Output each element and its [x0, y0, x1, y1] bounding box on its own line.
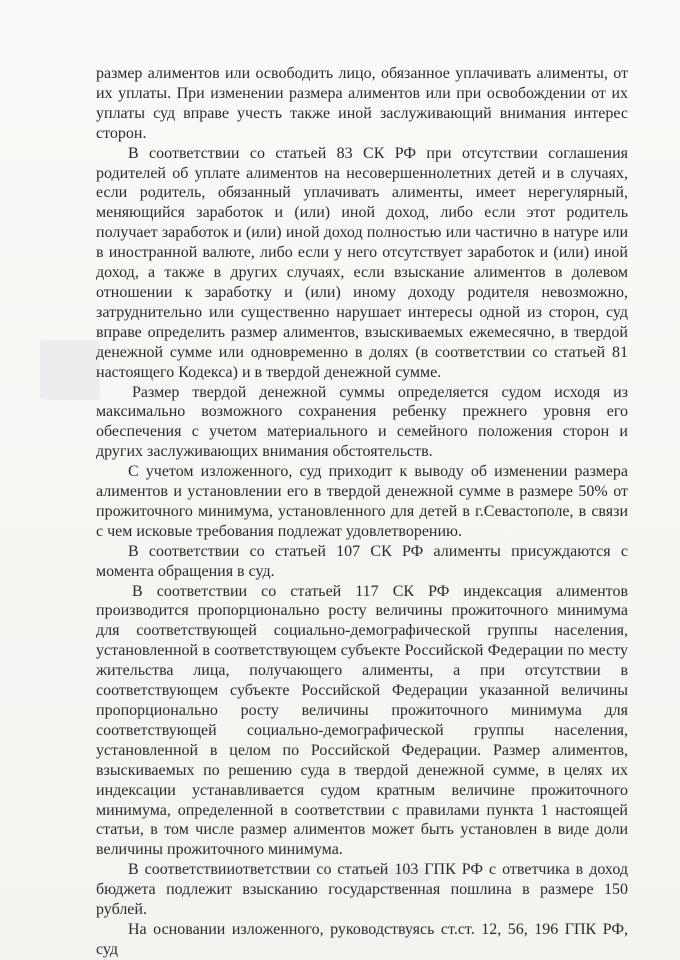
paragraph-article-117: В соответствии со статьей 117 СК РФ индексация алиментов производится пропорционально росту величины прожиточного минимума для соответствующей социально-демографической группы населения, установленной в соответствующем субъекте Российской Федерации по месту жительства лица, получающего алименты, а при отсутствии в соответствующем субъекте Российской Федерации указанной величины пропорционально росту величины прожиточного минимума для соответствующей социально-демографической группы населения, установленной в целом по Российской Федерации. Размер алиментов, взыскиваемых по решению суда в твердой денежной сумме, в целях их индексации устанавливается судом кратным величине прожиточного минимума, определенной в соответствии с правилами пункта 1 настоящей статьи, в том числе размер алиментов может быть установлен в виде доли величины прожиточного минимума. — [96, 582, 628, 859]
paragraph-state-fee: В соответствииответствии со статьей 103 ГПК РФ с ответчика в доход бюджета подлежит взысканию государственная пошлина в размере 150 рублей. — [96, 861, 628, 919]
paragraph-article-107: В соответствии со статьей 107 СК РФ алименты присуждаются с момента обращения в суд. — [96, 542, 628, 580]
paragraph-ruling-basis: На основании изложенного, руководствуясь ст.ст. 12, 56, 196 ГПК РФ, суд — [96, 920, 628, 958]
paragraph-court-conclusion: С учетом изложенного, суд приходит к выводу об изменении размера алиментов и установлении его в твердой денежной сумме в размере 50% от прожиточного минимума, установленного для детей в г.Севастополе, в связи с чем исковые требования подлежат удовлетворению. — [96, 463, 628, 540]
paragraph-fixed-sum: Размер твердой денежной суммы определяется судом исходя из максимально возможного сохранения ребенку прежнего уровня его обеспечения с учетом материального и семейного положения сторон и других заслуживающих внимания обстоятельств. — [96, 383, 628, 461]
paragraph-continuation: размер алиментов или освободить лицо, обязанное уплачивать алименты, от их уплаты. При изменении размера алиментов или при освобождении от их уплаты суд вправе учесть также иной заслуживающий внимания интерес сторон. — [96, 65, 628, 142]
scan-artifact — [40, 340, 100, 400]
paragraph-article-83: В соответствии со статьей 83 СК РФ при отсутствии соглашения родителей об уплате алиментов на несовершеннолетних детей и в случаях, если родитель, обязанный уплачивать алименты, имеет нерегулярный, меняющийся заработок и (или) иной доход, либо если этот родитель получает заработок и (или) иной доход полностью или частично в натуре или в иностранной валюте, либо если у него отсутствует заработок и (или) иной доход, а также в других случаях, если взыскание алиментов в долевом отношении к заработку и (или) иному доходу родителя невозможно, затруднительно или существенно нарушает интересы одной из сторон, суд вправе определить размер алиментов, взыскиваемых ежемесячно, в твердой денежной сумме или одновременно в долях (в соответствии со статьей 81 настоящего Кодекса) и в твердой денежной сумме. — [96, 144, 628, 381]
document-body — [96, 64, 628, 960]
